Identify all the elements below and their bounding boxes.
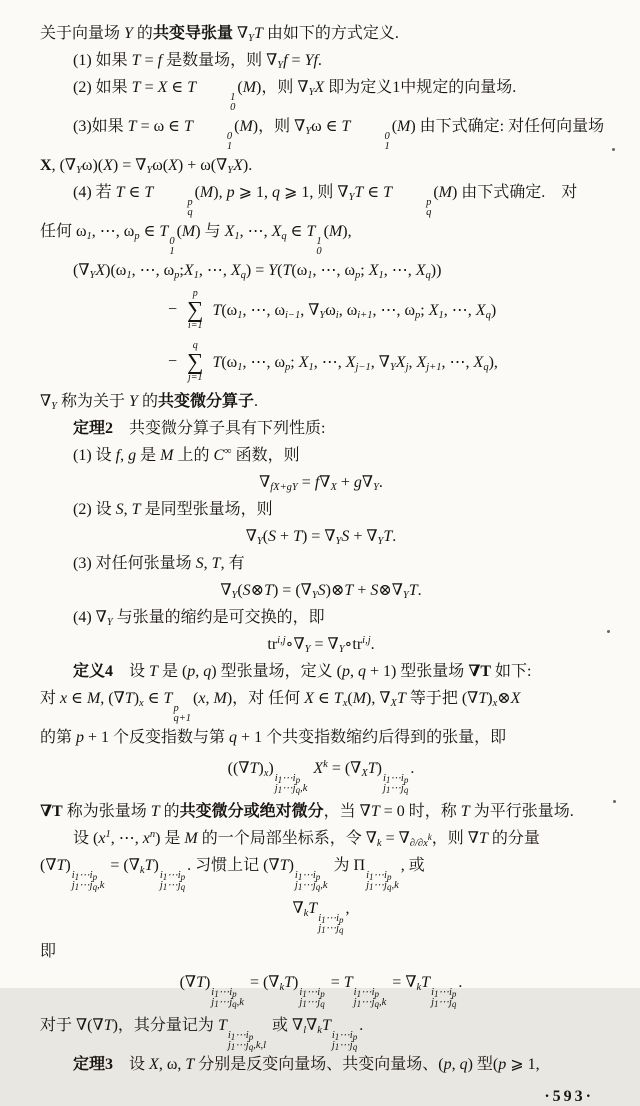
item-4-cont: 任何 $\omega_1$, ⋯, $\omega_p$ ∈ T 0 1 (M) 与 $X_1$, ⋯, $X_q$ ∈ T 1 0 (M),: [40, 223, 352, 257]
para-operator-name: $\nabla_Y$ 称为关于 Y 的共变微分算子.: [40, 393, 258, 412]
item-1: (1) 如果 T = f 是数量场，则 $\nabla_Yf = Yf$.: [73, 52, 322, 71]
thm2-item-3: (3) 对任何张量场 S, T, 有: [73, 555, 245, 572]
item-3-cont: X, $(\nabla_Y\omega)(X) = \nabla_Y\omega(X) + \omega(\nabla_YX)$.: [40, 157, 253, 176]
sum-x: − q ∑ j=1 $T(\omega_1$, ⋯, $\omega_p$; $X_1$, ⋯, $X_{j-1}$, $\nabla_YX_j$, $X_{j+1}$, ⋯, $X_q$),: [168, 340, 498, 383]
item-2: (2) 如果 T = X ∈ T 1 0 (M)，则 $\nabla_YX$ 即为定义1中规定的向量场.: [73, 79, 517, 113]
scan-speck: [613, 800, 616, 803]
thm2-item-2: (2) 设 S, T 是同型张量场，则: [73, 501, 273, 518]
def4-cont-2: 的第 p + 1 个反变指数与第 q + 1 个共变指数缩约后得到的张量，即: [40, 729, 507, 746]
thm2-item-1: (1) 设 f, g 是 M 上的 C∞ 函数，则: [73, 446, 300, 464]
item-3: (3)如果 T = ω ∈ T 0 1 (M)，则 $\nabla_Y\omega$ ∈ T 0 1 (M) 由下式确定: 对任何向量场: [73, 118, 605, 152]
formula-main: $(\nabla_YX)(\omega_1$, ⋯, $\omega_p;X_1$, ⋯, $X_q) = Y(T(\omega_1$, ⋯, $\omega_p$; $X_1$, ⋯, $X_q$)): [73, 262, 442, 281]
def4-formula: $((\nabla T)_x)$ $i_1\cdots i_p$ $j_1\cdots j_q,k$ $X^k = (\nabla_XT)$ $i_1\cdots i_p$ $j_1\cdots j_q$ .: [227, 759, 415, 795]
thm2-formula-2: $\nabla_Y(S + T) = \nabla_YS + \nabla_YT$.: [245, 528, 397, 547]
sum-omega: − p ∑ i=1 $T(\omega_1$, ⋯, $\omega_{i-1}$, $\nabla_Y\omega_i$, $\omega_{i+1}$, ⋯, $\omega_p$; $X_1$, ⋯, $X_q$): [168, 288, 497, 331]
formula-equalities: (∇T) $i_1\cdots i_p$ $j_1\cdots j_q,k$ = $(\nabla_kT)$ $i_1\cdots i_p$ $j_1\cdots j_q$ = T $i_1\cdots i_p$ $j_1\cdots j_q,k$ = $\nabla_kT$ $i_1\cdots i_p$ $j_1\cdots j_q$ .: [179, 974, 463, 1009]
thm2-formula-1: $\nabla_{fX+gY} = f\nabla_X + g\nabla_Y$.: [259, 474, 383, 493]
para-absolute-diff: ∇T 称为张量场 T 的共变微分或绝对微分，当 ∇T = 0 时，称 T 为平行张量场.: [40, 803, 574, 820]
thm2-formula-4: $tr^{i,j}\circ\nabla_Y$ = $\nabla_Y\circ tr^{i,j}$.: [267, 635, 375, 655]
formula-nabla-k: $\nabla_kT$ $i_1\cdots i_p$ $j_1\cdots j_q$ ,: [292, 900, 350, 935]
scan-speck: [612, 148, 615, 151]
theorem-3: 定理3 设 X, ω, T 分别是反变向量场、共变向量场、(p, q) 型(p ⩾ 1,: [73, 1056, 540, 1073]
para-second-diff: 对于 ∇(∇T)，其分量记为 T $i_1\cdots i_p$ $j_1\cdots j_q,k,l$ 或 $\nabla_l\nabla_kT$ $i_1\cdots i_p$ $j_1\cdots j_q$ .: [40, 1017, 364, 1052]
theorem-2: 定理2 共变微分算子具有下列性质:: [73, 420, 326, 437]
sigma-sum-symbol: p ∑ i=1: [187, 288, 204, 331]
page-number: ·593·: [544, 1088, 594, 1105]
def4-cont-1: 对 x ∈ M, $(\nabla T)_x$ ∈ T p q+1 (x, M)，对 任何 X ∈ $T_x(M)$, $\nabla_XT$ 等于把 $(\nabla T)_x\otimes X$: [40, 690, 521, 724]
para-components: (∇T) $i_1\cdots i_p$ $j_1\cdots j_q,k$ = $(\nabla_kT)$ $i_1\cdots i_p$ $j_1\cdots j_q$ . 习惯上记 (∇T) $i_1\cdots i_p$ $j_1\cdots j_q,k$ 为 Π $i_1\cdots i_p$ $j_1\cdots j_q,k$ , 或: [40, 857, 425, 892]
sigma-sum-symbol: q ∑ j=1: [187, 340, 204, 383]
thm2-formula-3: $\nabla_Y(S\otimes T)$ = $(\nabla_YS)\otimes T$ + $S\otimes\nabla_YT$.: [220, 582, 422, 601]
word-namely: 即: [40, 943, 57, 960]
scan-speck: [607, 630, 610, 633]
definition-4: 定义4 设 T 是 (p, q) 型张量场，定义 (p, q + 1) 型张量场 ∇T 如下:: [73, 663, 532, 680]
thm2-item-4: (4) $\nabla_Y$ 与张量的缩约是可交换的，即: [73, 609, 325, 628]
para-intro: 关于向量场 Y 的共变导张量 $\nabla_YT$ 由如下的方式定义.: [40, 25, 399, 44]
para-coords: 设 ($x^1$, ⋯, $x^n$) 是 M 的一个局部坐标系，令 $\nabla_k = \nabla_{\partial/\partial x^k}$，则 ∇T 的分量: [73, 829, 540, 849]
item-4: (4) 若 T ∈ T p q (M), p ⩾ 1, q ⩾ 1, 则 $\nabla_YT$ ∈ T p q (M) 由下式确定. 对: [73, 184, 578, 218]
